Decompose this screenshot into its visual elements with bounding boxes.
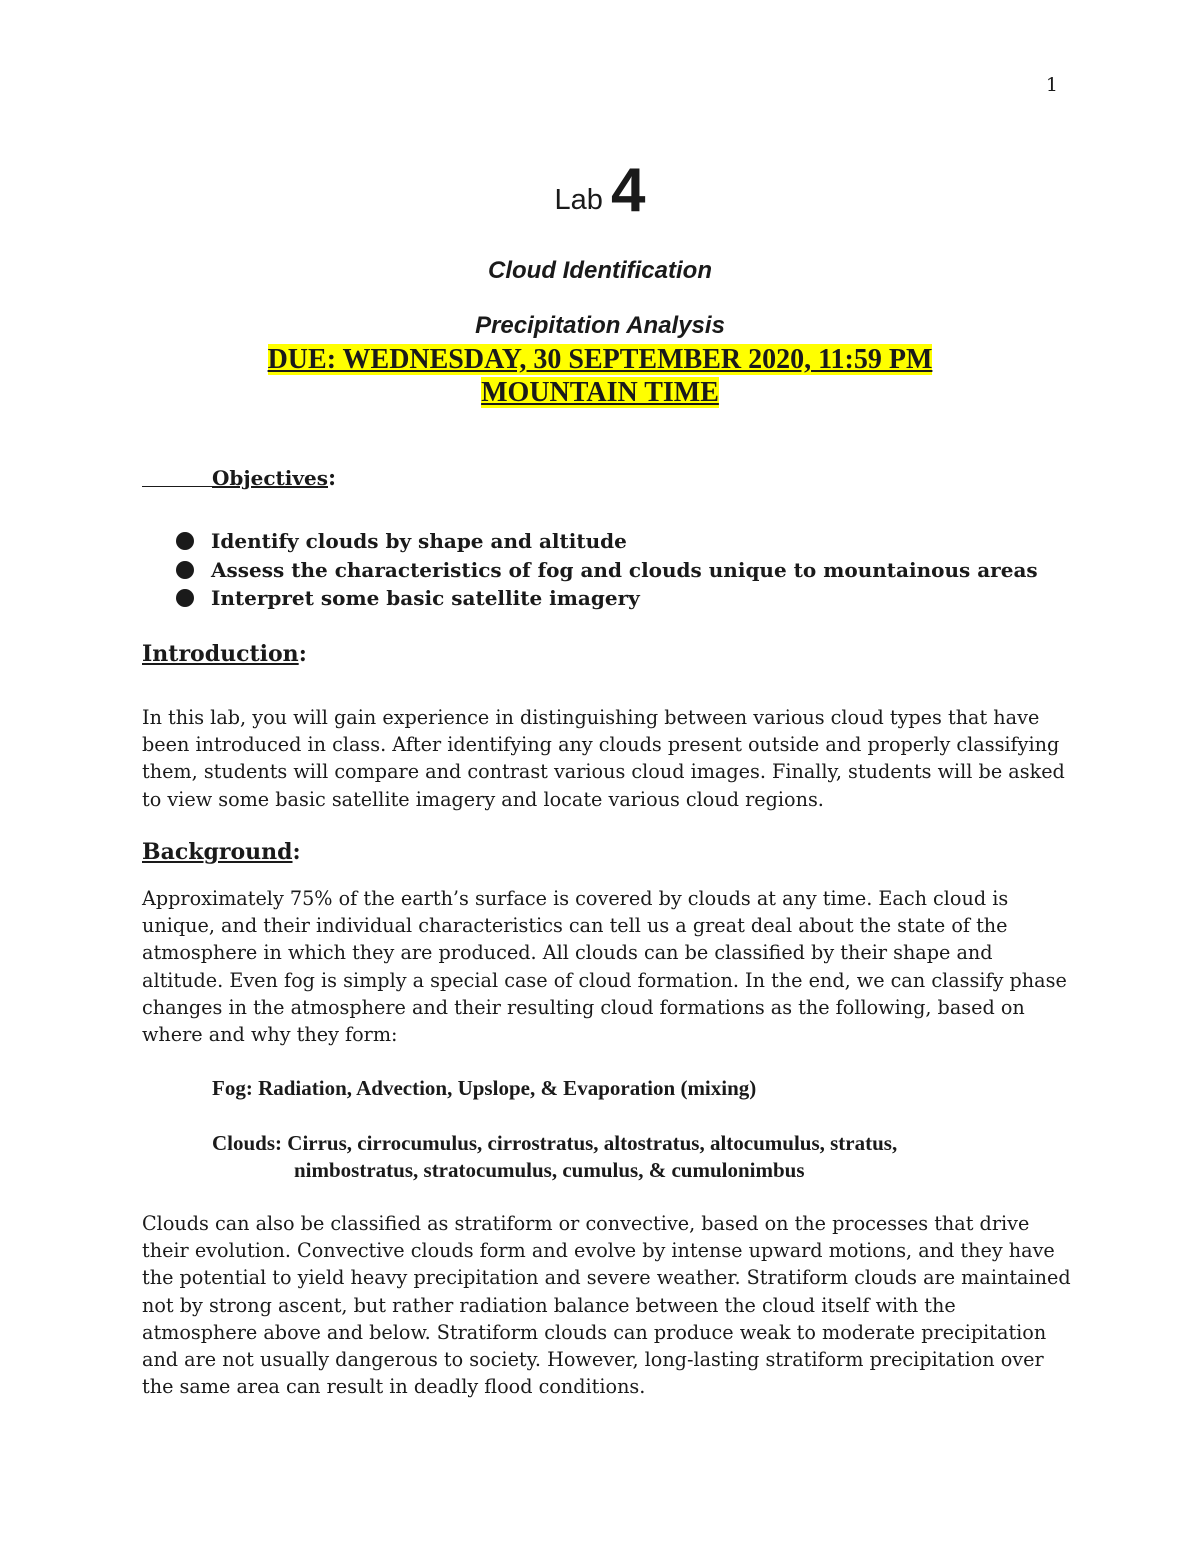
objectives-heading-text: Objectives [212,466,328,490]
lab-number: 4 [610,156,646,225]
page-number: 1 [1045,74,1058,96]
bullet-icon [176,561,194,579]
cloud-types-line-2: nimbostratus, stratocumulus, cumulus, & cumulonimbus [294,1158,805,1182]
bullet-icon [176,532,194,550]
title-block [0,156,1200,341]
background-paragraph-2: Clouds can also be classified as stratiform or convective, based on the processes that drive their evolution. Convective clouds form and evolve by intense upward motions, and they have the potential to yield heavy precipitation and severe weather. Stratiform clouds are maintained not by strong ascent, but rather radiation balance between the cloud itself with the atmosphere above and below. Stratiform clouds can produce weak to moderate precipitation and are not usually dangerous to society. However, long-lasting stratiform precipitation over the same area can result in deadly flood conditions. [142,1212,1071,1399]
due-date-notice [0,343,1200,409]
background-heading [142,839,301,865]
due-line-1: DUE: WEDNESDAY, 30 SEPTEMBER 2020, 11:59 PM [267,344,933,375]
due-line-2: MOUNTAIN TIME [481,377,719,408]
lab-title [0,156,1200,233]
subtitle-precipitation-analysis: Precipitation Analysis [475,312,725,339]
subtitle-cloud-identification: Cloud Identification [488,257,712,284]
fog-types-line: Fog: Radiation, Advection, Upslope, & Evaporation (mixing) [212,1076,757,1100]
heading-underline-lead [142,464,212,487]
cloud-types-line-1: Clouds: Cirrus, cirrocumulus, cirrostratus, altostratus, altocumulus, stratus, [212,1131,898,1155]
objectives-list [176,527,1038,613]
introduction-colon: : [298,641,307,667]
cloud-types-block [212,1130,897,1184]
bullet-icon [176,589,194,607]
list-item [176,584,1038,613]
background-heading-text: Background [142,839,293,865]
introduction-heading-text: Introduction [142,641,299,667]
list-item [176,556,1038,585]
objectives-colon: : [328,465,337,491]
background-colon: : [292,839,301,865]
objective-text: Interpret some basic satellite imagery [211,586,640,610]
lab-word: Lab [554,184,603,216]
introduction-paragraph: In this lab, you will gain experience in distinguishing between various cloud types that have been introduced in class. After identifying any clouds present outside and properly classifying them, students will compare and contrast various cloud images. Finally, students will be asked to view some basic satellite imagery and locate various cloud regions. [142,706,1065,811]
introduction-heading [142,641,307,667]
objectives-heading [142,464,336,491]
objective-text: Assess the characteristics of fog and clouds unique to mountainous areas [211,557,1038,582]
background-paragraph-1: Approximately 75% of the earth’s surface is covered by clouds at any time. Each cloud is unique, and their individual characteristics can tell us a great deal about the state of the atmosphere in which they are produced. All clouds can be classified by their shape and altitude. Even fog is simply a special case of cloud formation. In the end, we can classify phase changes in the atmosphere and their resulting cloud formations as the following, based on where and why they form: [142,887,1067,1047]
list-item [176,527,1038,556]
objective-text: Identify clouds by shape and altitude [211,529,627,553]
